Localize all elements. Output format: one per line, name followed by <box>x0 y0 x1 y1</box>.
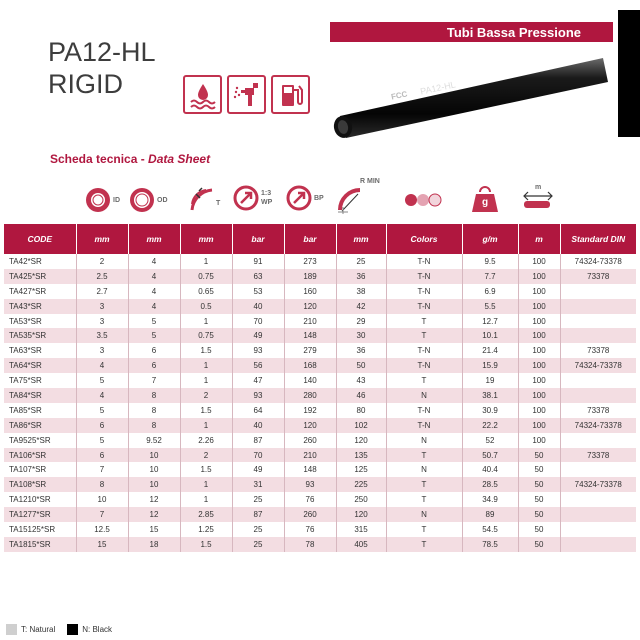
table-cell: 2.85 <box>180 507 232 522</box>
table-cell: 10 <box>128 448 180 463</box>
table-header-row <box>4 224 636 254</box>
table-row <box>4 522 636 537</box>
table-cell: 1.5 <box>180 462 232 477</box>
table-cell: T-N <box>386 403 462 418</box>
table-cell: 76 <box>284 492 336 507</box>
side-black-bar <box>618 10 640 137</box>
table-cell: 4 <box>76 358 128 373</box>
code-cell: TA1210*SR <box>4 492 76 507</box>
table-cell: 40 <box>232 418 284 433</box>
code-cell: TA427*SR <box>4 284 76 299</box>
category-banner <box>330 22 613 42</box>
table-cell: 280 <box>284 388 336 403</box>
code-cell: TA1277*SR <box>4 507 76 522</box>
rmin-label: R MIN <box>360 178 380 185</box>
table-row <box>4 373 636 388</box>
table-cell: 9.5 <box>462 254 518 269</box>
table-row <box>4 403 636 418</box>
table-cell: 25 <box>232 492 284 507</box>
table-row <box>4 462 636 477</box>
table-cell: 2.7 <box>76 284 128 299</box>
table-cell: 93 <box>232 343 284 358</box>
section-label-en: Data Sheet <box>148 152 211 166</box>
table-cell: 87 <box>232 433 284 448</box>
table-cell: 49 <box>232 328 284 343</box>
code-cell: TA535*SR <box>4 328 76 343</box>
table-cell: 93 <box>284 477 336 492</box>
table-cell <box>560 522 636 537</box>
table-cell: 168 <box>284 358 336 373</box>
code-cell: TA86*SR <box>4 418 76 433</box>
table-cell: 120 <box>284 418 336 433</box>
table-cell: 100 <box>518 373 560 388</box>
table-cell: 12.7 <box>462 314 518 329</box>
code-cell: TA1815*SR <box>4 537 76 552</box>
table-cell: T-N <box>386 418 462 433</box>
table-cell: 89 <box>462 507 518 522</box>
table-cell: 210 <box>284 448 336 463</box>
data-table <box>4 224 636 552</box>
header-rmin-mm: mm <box>336 224 386 254</box>
header-length: m <box>518 224 560 254</box>
table-cell: 5 <box>76 403 128 418</box>
table-cell: 6 <box>76 448 128 463</box>
table-cell: 93 <box>232 388 284 403</box>
table-cell: 2.26 <box>180 433 232 448</box>
code-cell: TA64*SR <box>4 358 76 373</box>
table-cell: 125 <box>336 462 386 477</box>
table-cell: 18 <box>128 537 180 552</box>
table-row <box>4 388 636 403</box>
table-cell: 78 <box>284 537 336 552</box>
table-cell: 1 <box>180 418 232 433</box>
table-cell: T <box>386 537 462 552</box>
table-row <box>4 254 636 269</box>
table-cell: T-N <box>386 284 462 299</box>
table-cell: 135 <box>336 448 386 463</box>
table-cell: 53 <box>232 284 284 299</box>
table-cell: 4 <box>128 269 180 284</box>
table-cell: 148 <box>284 462 336 477</box>
table-cell <box>560 507 636 522</box>
table-cell: 46 <box>336 388 386 403</box>
table-cell: 30 <box>336 328 386 343</box>
code-cell: TA15125*SR <box>4 522 76 537</box>
table-cell: 100 <box>518 388 560 403</box>
table-cell: 10 <box>128 477 180 492</box>
table-cell: 100 <box>518 269 560 284</box>
table-cell: 102 <box>336 418 386 433</box>
feature-icons <box>183 75 310 114</box>
table-cell: T-N <box>386 254 462 269</box>
table-cell: T <box>386 477 462 492</box>
table-row <box>4 343 636 358</box>
table-cell: 192 <box>284 403 336 418</box>
product-title <box>48 36 156 100</box>
table-cell: 15.9 <box>462 358 518 373</box>
table-cell: 47 <box>232 373 284 388</box>
table-cell: 6 <box>76 418 128 433</box>
table-cell: 36 <box>336 269 386 284</box>
table-cell: T <box>386 314 462 329</box>
table-cell: 49 <box>232 462 284 477</box>
table-cell: 7 <box>128 373 180 388</box>
id-label: ID <box>113 196 120 204</box>
table-cell: 260 <box>284 433 336 448</box>
table-cell: 100 <box>518 284 560 299</box>
table-cell: 120 <box>336 433 386 448</box>
table-cell: 2 <box>76 254 128 269</box>
table-cell: 5.5 <box>462 299 518 314</box>
table-cell <box>560 462 636 477</box>
table-cell: 38 <box>336 284 386 299</box>
table-cell: 8 <box>128 418 180 433</box>
table-cell <box>560 328 636 343</box>
table-cell: 1.25 <box>180 522 232 537</box>
table-cell: 1 <box>180 373 232 388</box>
table-cell <box>560 492 636 507</box>
table-cell: 100 <box>518 254 560 269</box>
code-cell: TA107*SR <box>4 462 76 477</box>
table-cell: 6 <box>128 343 180 358</box>
table-cell: T-N <box>386 358 462 373</box>
code-cell: TA75*SR <box>4 373 76 388</box>
table-cell: 15 <box>128 522 180 537</box>
color-legend <box>6 624 112 635</box>
bend-radius-icon <box>336 178 380 214</box>
table-cell: 160 <box>284 284 336 299</box>
working-pressure-icon <box>232 184 272 212</box>
table-cell: 1 <box>180 477 232 492</box>
table-cell: 4 <box>76 388 128 403</box>
header-code: CODE <box>4 224 76 254</box>
table-cell: 50 <box>518 537 560 552</box>
table-cell: 12 <box>128 492 180 507</box>
table-cell: 3.5 <box>76 328 128 343</box>
header-bp-bar: bar <box>284 224 336 254</box>
table-cell: T <box>386 492 462 507</box>
table-cell: 100 <box>518 343 560 358</box>
table-row <box>4 433 636 448</box>
table-cell: 91 <box>232 254 284 269</box>
table-row <box>4 507 636 522</box>
table-row <box>4 299 636 314</box>
table-cell: 56 <box>232 358 284 373</box>
table-row <box>4 314 636 329</box>
category-banner-label: Tubi Bassa Pressione <box>446 25 581 40</box>
code-cell: TA108*SR <box>4 477 76 492</box>
table-cell: 25 <box>232 537 284 552</box>
header-standard-din: Standard DIN <box>560 224 636 254</box>
table-cell: 0.65 <box>180 284 232 299</box>
table-cell: 100 <box>518 314 560 329</box>
table-body <box>4 254 636 552</box>
table-cell: 120 <box>284 299 336 314</box>
code-cell: TA53*SR <box>4 314 76 329</box>
table-cell: 8 <box>128 403 180 418</box>
length-icon <box>520 186 556 212</box>
m-label: m <box>535 184 542 191</box>
table-cell: 8 <box>76 477 128 492</box>
table-cell <box>560 284 636 299</box>
table-cell: 260 <box>284 507 336 522</box>
table-cell: 31 <box>232 477 284 492</box>
header-wp-bar: bar <box>232 224 284 254</box>
table-cell: 250 <box>336 492 386 507</box>
table-cell: 74324-73378 <box>560 418 636 433</box>
table-cell: 9.52 <box>128 433 180 448</box>
table-cell: 100 <box>518 328 560 343</box>
table-cell: 74324-73378 <box>574 256 622 266</box>
table-cell: 87 <box>232 507 284 522</box>
table-cell: 3 <box>76 299 128 314</box>
header-od-mm: mm <box>128 224 180 254</box>
code-cell: TA106*SR <box>4 448 76 463</box>
table-cell: 100 <box>518 299 560 314</box>
table-cell: 29 <box>336 314 386 329</box>
colors-icon <box>402 192 444 208</box>
code-cell: TA43*SR <box>4 299 76 314</box>
table-cell <box>560 433 636 448</box>
table-cell: 50 <box>336 358 386 373</box>
table-cell: 100 <box>518 358 560 373</box>
paint-spray-icon <box>227 75 266 114</box>
table-cell: 52 <box>462 433 518 448</box>
table-row <box>4 477 636 492</box>
table-cell: 1 <box>180 358 232 373</box>
water-oil-icon <box>183 75 222 114</box>
table-cell: 5 <box>128 328 180 343</box>
table-cell: 42 <box>336 299 386 314</box>
legend-natural-label: T: Natural <box>21 625 56 634</box>
product-title-line1: PA12-HL <box>48 37 156 67</box>
table-cell: 43 <box>336 373 386 388</box>
table-row <box>4 537 636 552</box>
table-cell: 2 <box>180 388 232 403</box>
table-cell: 148 <box>284 328 336 343</box>
table-cell: 225 <box>336 477 386 492</box>
table-cell: 73378 <box>560 448 636 463</box>
header-id-mm: mm <box>76 224 128 254</box>
table-cell: 7.7 <box>462 269 518 284</box>
table-cell: 100 <box>518 418 560 433</box>
table-cell: 12.5 <box>76 522 128 537</box>
table-cell: 38.1 <box>462 388 518 403</box>
table-cell: 0.75 <box>180 269 232 284</box>
table-row <box>4 269 636 284</box>
table-cell: 1.5 <box>180 537 232 552</box>
table-cell: 189 <box>284 269 336 284</box>
table-cell: 74324-73378 <box>560 477 636 492</box>
fuel-pump-icon <box>271 75 310 114</box>
table-cell: 63 <box>232 269 284 284</box>
table-cell: 50 <box>518 462 560 477</box>
table-cell <box>560 314 636 329</box>
table-cell: T <box>386 448 462 463</box>
tube-print: PA12-HL <box>419 79 457 97</box>
table-cell: 1.5 <box>180 403 232 418</box>
table-cell: 54.5 <box>462 522 518 537</box>
table-row <box>4 358 636 373</box>
burst-pressure-icon <box>285 184 324 212</box>
code-cell: TA84*SR <box>4 388 76 403</box>
table-cell: N <box>386 433 462 448</box>
table-cell: 279 <box>284 343 336 358</box>
table-cell: 100 <box>518 433 560 448</box>
table-cell: 73378 <box>587 346 610 356</box>
table-cell: 7 <box>76 507 128 522</box>
table-cell: 3 <box>76 343 128 358</box>
table-cell <box>560 537 636 552</box>
table-cell: 70 <box>232 448 284 463</box>
table-cell: 80 <box>336 403 386 418</box>
table-cell: 15 <box>76 537 128 552</box>
table-cell: 28.5 <box>462 477 518 492</box>
table-cell: 50.7 <box>462 448 518 463</box>
table-cell: 40.4 <box>462 462 518 477</box>
table-cell: 2 <box>180 448 232 463</box>
table-cell: 5 <box>76 433 128 448</box>
table-cell: N <box>386 388 462 403</box>
t-label: T <box>216 199 221 207</box>
code-cell: TA63*SR <box>4 343 76 358</box>
table-cell: 22.2 <box>462 418 518 433</box>
table-cell: 30.9 <box>462 403 518 418</box>
table-cell: 25 <box>336 254 386 269</box>
column-icons-row <box>0 178 640 222</box>
table-row <box>4 448 636 463</box>
table-cell: 4 <box>128 284 180 299</box>
table-cell: 50 <box>518 448 560 463</box>
wp-label: WP <box>261 199 273 206</box>
table-row <box>4 328 636 343</box>
outer-diameter-icon <box>128 186 168 214</box>
table-cell: 73378 <box>587 405 610 415</box>
natural-swatch <box>6 624 17 635</box>
table-cell: 12 <box>128 507 180 522</box>
table-cell: 50 <box>518 477 560 492</box>
table-cell: 21.4 <box>462 343 518 358</box>
table-cell: 120 <box>336 507 386 522</box>
table-row <box>4 418 636 433</box>
od-label: OD <box>157 196 168 204</box>
table-cell: 50 <box>518 492 560 507</box>
table-cell: T <box>386 373 462 388</box>
header-weight: g/m <box>462 224 518 254</box>
thickness-icon <box>186 182 220 214</box>
table-cell: 1 <box>180 492 232 507</box>
table-cell: T <box>386 328 462 343</box>
table-cell: 0.75 <box>180 328 232 343</box>
table-cell: 76 <box>284 522 336 537</box>
table-cell <box>560 388 636 403</box>
header-t-mm: mm <box>180 224 232 254</box>
table-row <box>4 492 636 507</box>
table-cell: 78.5 <box>462 537 518 552</box>
table-cell: 4 <box>128 299 180 314</box>
table-cell: 273 <box>284 254 336 269</box>
table-cell: 10.1 <box>462 328 518 343</box>
table-cell: 4 <box>128 254 180 269</box>
wp-ratio-label: 1:3 <box>261 190 272 197</box>
code-cell: TA425*SR <box>4 269 76 284</box>
table-cell: 6.9 <box>462 284 518 299</box>
table-cell: 50 <box>518 507 560 522</box>
code-cell: TA42*SR <box>4 254 76 269</box>
section-label-it: Scheda tecnica - <box>50 152 149 166</box>
product-title-line2: RIGID <box>48 69 124 99</box>
table-cell: T-N <box>386 269 462 284</box>
table-cell: 10 <box>128 462 180 477</box>
table-cell: 34.9 <box>462 492 518 507</box>
table-cell: 19 <box>462 373 518 388</box>
table-cell: N <box>386 507 462 522</box>
table-cell: 5 <box>76 373 128 388</box>
table-cell <box>560 373 636 388</box>
table-cell: 1 <box>180 314 232 329</box>
table-cell: 210 <box>284 314 336 329</box>
table-cell: 70 <box>232 314 284 329</box>
table-cell: T <box>386 522 462 537</box>
table-cell: 8 <box>128 388 180 403</box>
bp-label: BP <box>314 194 324 202</box>
table-cell: T-N <box>386 299 462 314</box>
table-cell: 100 <box>518 403 560 418</box>
inner-diameter-icon <box>84 186 120 214</box>
table-cell: 2.5 <box>76 269 128 284</box>
weight-icon <box>470 184 500 214</box>
table-cell: 5 <box>128 314 180 329</box>
table-cell: 73378 <box>560 269 636 284</box>
table-cell: 6 <box>128 358 180 373</box>
table-cell: N <box>386 462 462 477</box>
black-swatch <box>67 624 78 635</box>
header-colors: Colors <box>386 224 462 254</box>
table-cell: 1.5 <box>180 343 232 358</box>
table-cell: 7 <box>76 462 128 477</box>
code-cell: TA85*SR <box>4 403 76 418</box>
section-label <box>50 152 210 166</box>
table-cell: 64 <box>232 403 284 418</box>
table-cell: 1 <box>180 254 232 269</box>
g-label: g <box>482 197 489 208</box>
table-cell: T-N <box>386 343 462 358</box>
table-cell: 315 <box>336 522 386 537</box>
table-cell: 36 <box>336 343 386 358</box>
table-cell: 405 <box>336 537 386 552</box>
table-cell: 3 <box>76 314 128 329</box>
table-cell: 50 <box>518 522 560 537</box>
table-cell: 40 <box>232 299 284 314</box>
code-cell: TA9525*SR <box>4 433 76 448</box>
table-cell: 0.5 <box>180 299 232 314</box>
table-cell: 74324-73378 <box>560 358 636 373</box>
table-row <box>4 284 636 299</box>
table-cell: 10 <box>76 492 128 507</box>
table-cell: 140 <box>284 373 336 388</box>
tube-brand: FCC <box>390 89 409 102</box>
table-cell <box>560 299 636 314</box>
legend-black-label: N: Black <box>82 625 113 634</box>
table-cell: 25 <box>232 522 284 537</box>
